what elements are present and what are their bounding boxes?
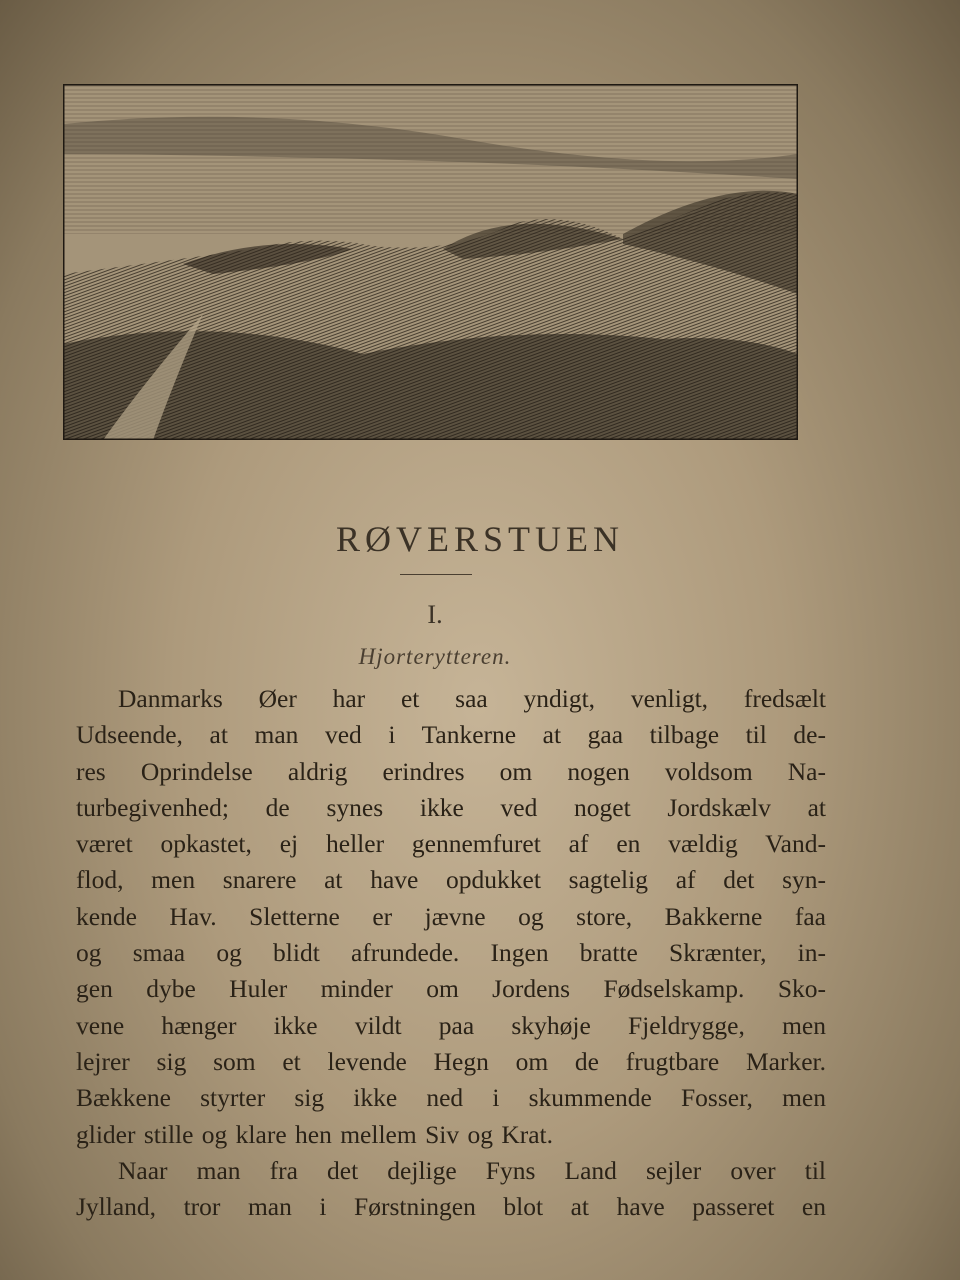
- text-line: gen dybe Huler minder om Jordens Fødselskamp. Sko-: [76, 974, 826, 1004]
- text-line: kende Hav. Sletterne er jævne og store, Bakkerne faa: [76, 901, 826, 931]
- text-line: Naar man fra det dejlige Fyns Land sejler over til: [118, 1155, 826, 1185]
- chapter-number: I.: [427, 600, 443, 629]
- text-line: lejrer sig som et levende Hegn om de frugtbare Marker.: [76, 1046, 826, 1076]
- text-line: res Oprindelse aldrig erindres om nogen voldsom Na-: [76, 756, 826, 786]
- text-line: vene hænger ikke vildt paa skyhøje Fjeldrygge, men: [76, 1010, 826, 1040]
- text-line: turbegivenhed; de synes ikke ved noget Jordskælv at: [76, 792, 826, 822]
- chapter-title: RØVERSTUEN: [335, 519, 624, 559]
- text-line: flod, men snarere at have opdukket sagtelig af det syn-: [76, 865, 826, 895]
- text-line: Danmarks Øer har et saa yndigt, venligt, fredsælt: [118, 684, 826, 713]
- body-text: [76, 681, 826, 1225]
- text-line: Udseende, at man ved i Tankerne at gaa tilbage til de-: [76, 720, 826, 750]
- text-line: og smaa og blidt afrundede. Ingen bratte Skrænter, in-: [76, 938, 826, 968]
- text-line: Bækkene styrter sig ikke ned i skummende Fosser, men: [76, 1083, 826, 1113]
- section-subtitle: Hjorterytteren.: [358, 644, 512, 669]
- text-line: glider stille og klare hen mellem Siv og Krat.: [76, 1119, 554, 1149]
- text-line: været opkastet, ej heller gennemfuret af en vældig Vand-: [76, 829, 826, 859]
- title-divider: [400, 574, 472, 575]
- heath-landscape-illustration: [63, 84, 798, 440]
- text-line: Jylland, tror man i Førstningen blot at have passeret en: [76, 1192, 826, 1222]
